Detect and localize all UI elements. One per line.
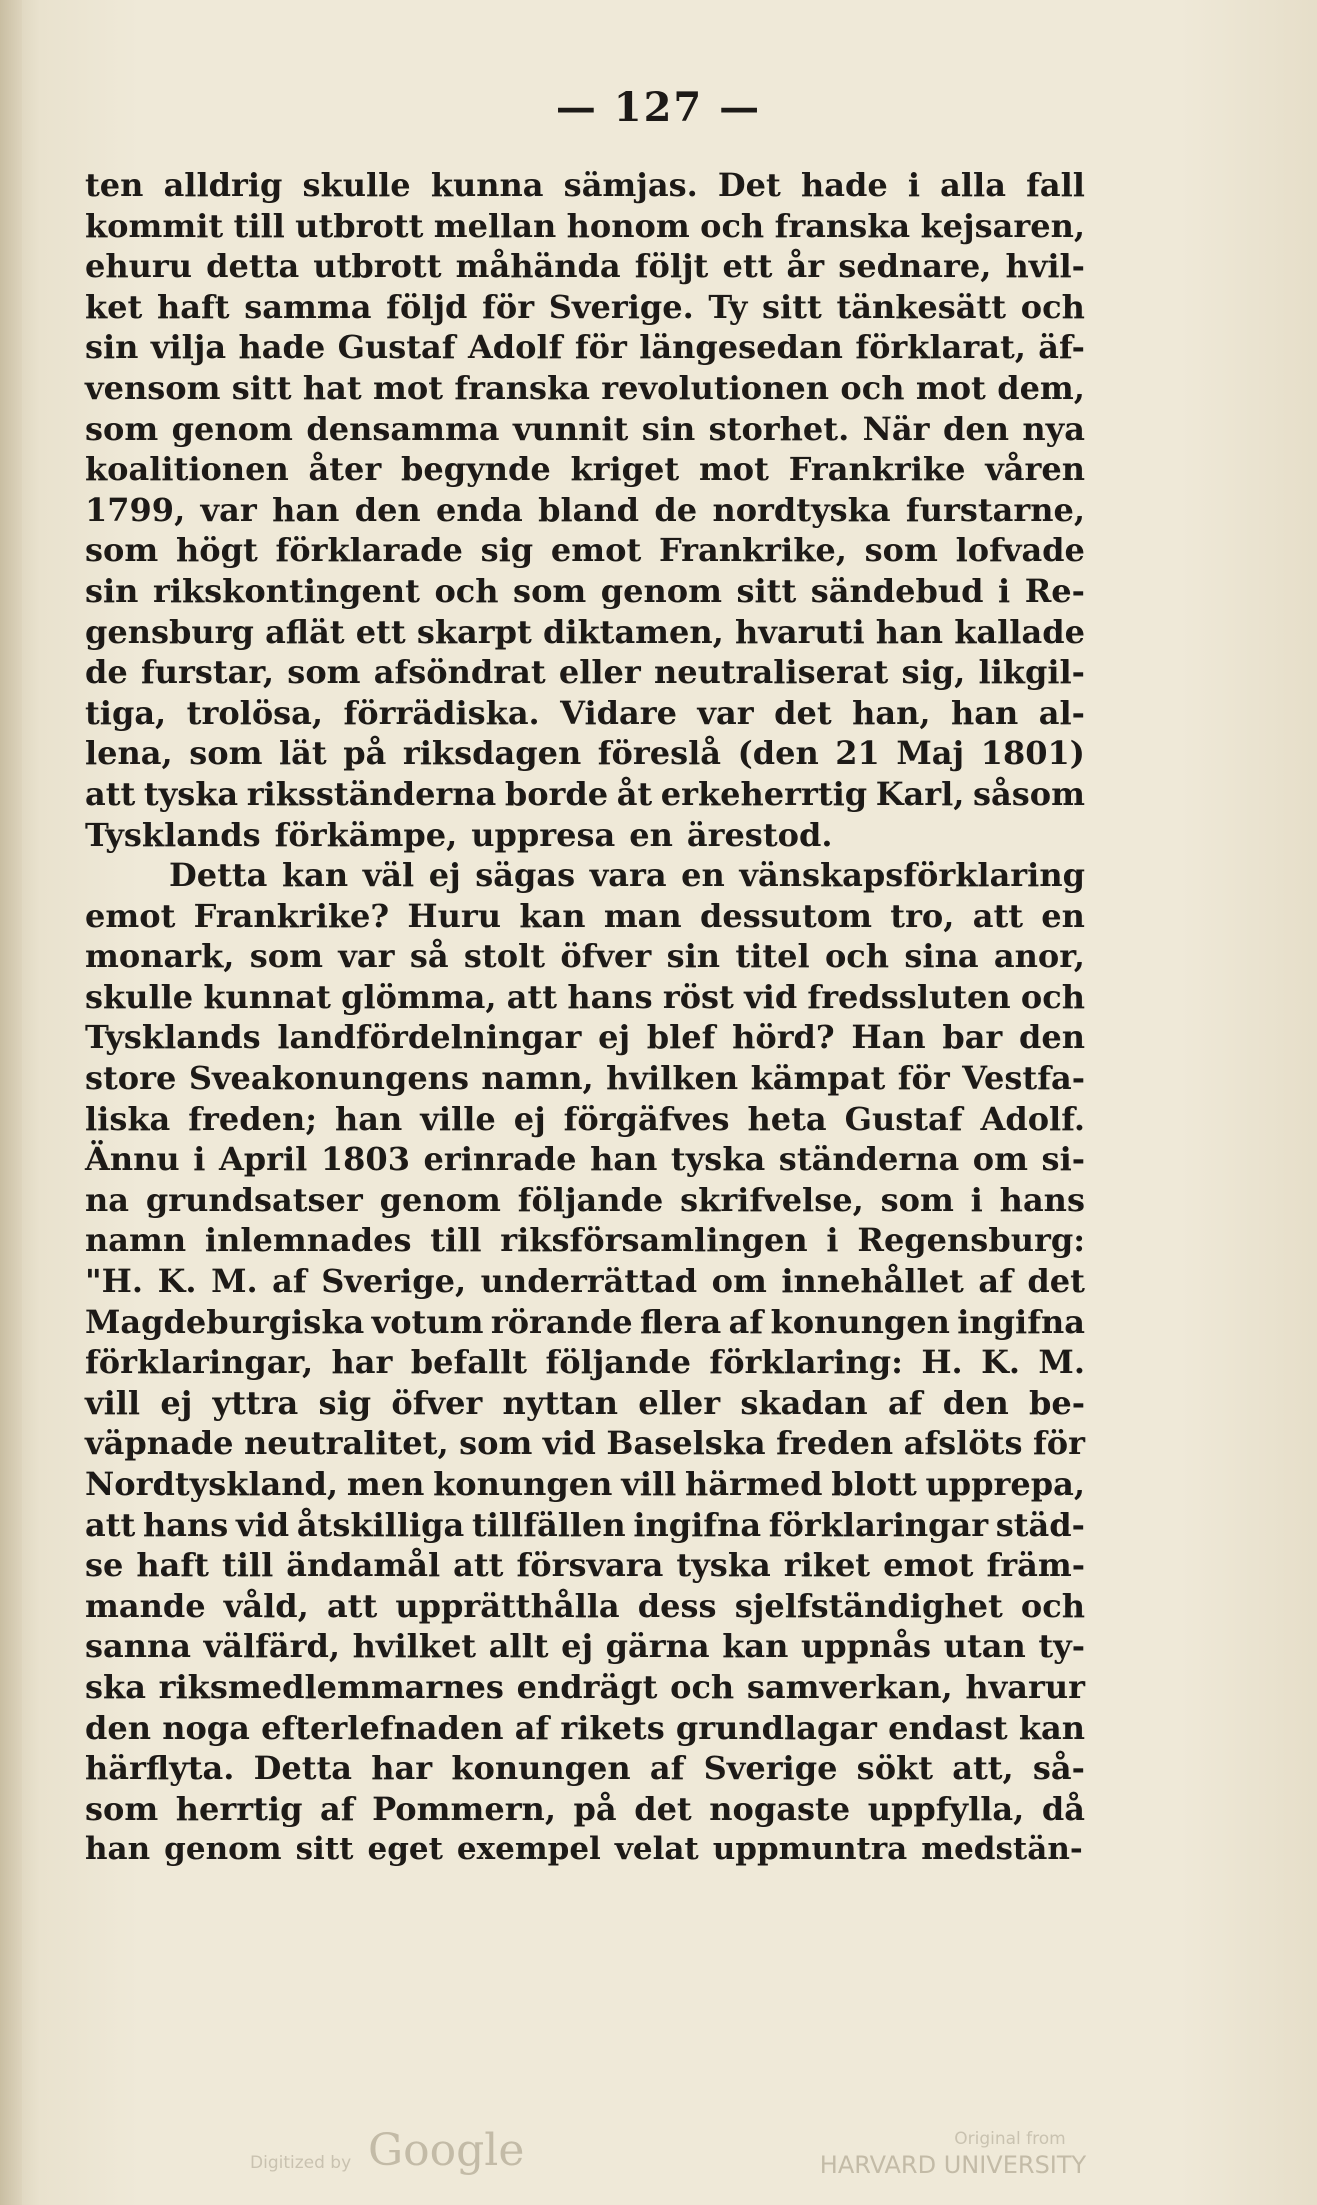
text-line: store Sveakonungens namn, hvilken kämpat för Vestfa- — [85, 1059, 1085, 1098]
text-line: liska freden; han ville ej förgäfves heta Gustaf Adolf. — [85, 1099, 1085, 1138]
text-line: skulle kunnat glömma, att hans röst vid fredssluten och — [85, 977, 1085, 1016]
body-text — [85, 165, 1085, 1870]
text-line: ket haft samma följd för Sverige. Ty sitt tänkesätt och — [85, 287, 1085, 326]
text-line: Magdeburgiska votum rörande flera af konungen ingifna — [85, 1302, 1085, 1341]
text-line: mande våld, att upprätthålla dess sjelfständighet och — [85, 1586, 1085, 1625]
text-line: emot Frankrike? Huru kan man dessutom tro, att en — [85, 896, 1085, 935]
text-line: Ännu i April 1803 erinrade han tyska ständerna om si- — [85, 1140, 1085, 1179]
text-line: att hans vid åtskilliga tillfällen ingifna förklaringar städ- — [85, 1505, 1085, 1544]
text-line: förklaringar, har befallt följande förklaring: H. K. M. — [85, 1343, 1085, 1382]
text-line: sin rikskontingent och som genom sitt sändebud i Re- — [85, 571, 1085, 610]
text-line: ten alldrig skulle kunna sämjas. Det hade i alla fall — [85, 166, 1085, 204]
text-line: han genom sitt eget exempel velat uppmuntra medstän- — [85, 1831, 1083, 1868]
harvard-university-label: HARVARD UNIVERSITY — [819, 2151, 1087, 2179]
text-line: tiga, trolösa, förrädiska. Vidare var det han, han al- — [85, 693, 1085, 732]
text-line: Tysklands landfördelningar ej blef hörd? Han bar den — [85, 1018, 1085, 1057]
text-line: vensom sitt hat mot franska revolutionen och mot dem, — [85, 368, 1085, 407]
text-line: som herrtig af Pommern, på det nogaste uppfylla, då — [85, 1789, 1085, 1828]
text-line: se haft till ändamål att försvara tyska riket emot främ- — [85, 1546, 1085, 1585]
text-line: väpnade neutralitet, som vid Baselska freden afslöts för — [85, 1424, 1085, 1463]
text-line: den noga efterlefnaden af rikets grundlagar endast kan — [85, 1708, 1085, 1747]
text-line: namn inlemnades till riksförsamlingen i Regensburg: — [85, 1221, 1085, 1260]
text-line: sin vilja hade Gustaf Adolf för längesedan förklarat, äf- — [85, 328, 1085, 367]
text-line: Nordtyskland, men konungen vill härmed blott upprepa, — [85, 1465, 1085, 1503]
text-line: kommit till utbrott mellan honom och franska kejsaren, — [85, 206, 1085, 245]
binding-edge — [0, 0, 22, 2205]
google-logo: Google — [368, 2125, 525, 2176]
text-line: vill ej yttra sig öfver nyttan eller skadan af den be- — [85, 1383, 1085, 1422]
page-number: — 127 — — [555, 84, 762, 131]
text-line: gensburg aflät ett skarpt diktamen, hvaruti han kallade — [85, 612, 1085, 651]
text-line: som genom densamma vunnit sin storhet. När den nya — [85, 409, 1085, 448]
text-line: na grundsatser genom följande skrifvelse, som i hans — [85, 1180, 1085, 1219]
text-line: "H. K. M. af Sverige, underrättad om innehållet af det — [85, 1262, 1085, 1301]
digitization-watermark — [250, 2125, 1087, 2185]
text-line: Detta kan väl ej sägas vara en vänskapsförklaring — [169, 856, 1085, 895]
text-line: Tysklands förkämpe, uppresa en ärestod. — [85, 815, 833, 854]
original-from-label: Original from — [954, 2129, 1066, 2149]
text-line: sanna välfärd, hvilket allt ej gärna kan uppnås utan ty- — [85, 1627, 1085, 1666]
text-line: monark, som var så stolt öfver sin titel och sina anor, — [85, 937, 1085, 976]
text-line: som högt förklarade sig emot Frankrike, som lofvade — [85, 531, 1085, 570]
text-line: att tyska riksständerna borde åt erkeherrtig Karl, såsom — [85, 774, 1085, 813]
digitized-by-label: Digitized by — [250, 2153, 352, 2173]
text-line: de furstar, som afsöndrat eller neutraliserat sig, likgil- — [85, 653, 1085, 692]
text-line: koalitionen åter begynde kriget mot Frankrike våren — [85, 450, 1085, 489]
text-line: lena, som lät på riksdagen föreslå (den 21 Maj 1801) — [85, 734, 1085, 773]
text-line: härflyta. Detta har konungen af Sverige sökt att, så- — [85, 1749, 1085, 1788]
text-line: ska riksmedlemmarnes endrägt och samverkan, hvarur — [85, 1667, 1085, 1706]
text-line: ehuru detta utbrott måhända följt ett år sednare, hvil- — [85, 247, 1085, 286]
text-line: 1799, var han den enda bland de nordtyska furstarne, — [85, 490, 1085, 529]
